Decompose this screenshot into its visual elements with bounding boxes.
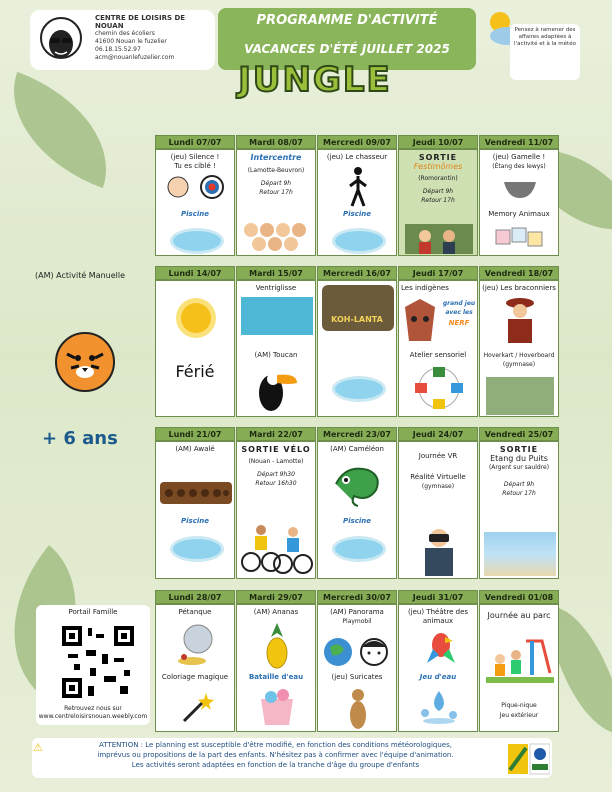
activity-title: (AM) Awalé bbox=[175, 445, 215, 453]
pineapple-icon bbox=[265, 621, 289, 669]
activity-subtitle: Playmobil bbox=[342, 618, 372, 625]
day-header: Jeudi 31/07 bbox=[398, 590, 478, 604]
hoverkart-photo bbox=[486, 377, 554, 415]
water-balloons-icon bbox=[255, 689, 299, 727]
pool-icon bbox=[170, 228, 224, 254]
activity-cell bbox=[155, 604, 235, 732]
activity-title: Journée VR bbox=[418, 452, 458, 460]
day-header: Mercredi 09/07 bbox=[317, 135, 397, 149]
activity-title: (jeu) Les braconniers bbox=[482, 284, 556, 292]
am-legend: (AM) Activité Manuelle bbox=[35, 271, 126, 280]
activity-cell bbox=[398, 604, 478, 732]
sheep-logo-icon bbox=[36, 16, 86, 64]
activity-extra: Pique-nique bbox=[501, 702, 537, 709]
activity-cell bbox=[479, 604, 559, 732]
warning-line: ATTENTION : Le planning est susceptible d'être modifié, en fonction des conditions météorologiques, bbox=[99, 741, 452, 749]
activity-cell bbox=[155, 280, 235, 417]
activity-title: (AM) Caméléon bbox=[330, 445, 384, 453]
day-header: Jeudi 17/07 bbox=[398, 266, 478, 280]
email: acm@nouanlefuzelier.com bbox=[95, 54, 175, 61]
qr-code-icon[interactable] bbox=[60, 624, 136, 700]
activity-cell bbox=[317, 280, 397, 417]
festival-photo-icon bbox=[405, 224, 473, 254]
pool-icon bbox=[170, 536, 224, 562]
website-url: www.centreloisirsnouan.weebly.com bbox=[38, 713, 148, 720]
day-header: Mardi 08/07 bbox=[236, 135, 316, 149]
activity-subtitle: Festimômes bbox=[413, 162, 463, 171]
page-subtitle: VACANCES D'ÉTÉ JUILLET 2025 bbox=[244, 42, 450, 56]
activity-extra: Coloriage magique bbox=[161, 673, 229, 681]
portal-title: Portail Famille bbox=[68, 608, 118, 616]
activity-cell bbox=[479, 280, 559, 417]
activity-cell bbox=[317, 441, 397, 579]
parrot-icon bbox=[425, 629, 457, 669]
warning-text bbox=[48, 740, 503, 770]
activity-cell bbox=[479, 441, 559, 579]
activity-cell bbox=[398, 441, 478, 579]
chameleon-icon bbox=[332, 460, 384, 510]
target-icon bbox=[164, 174, 228, 200]
nerf-label: NERF bbox=[448, 319, 470, 327]
day-header: Vendredi 11/07 bbox=[479, 135, 559, 149]
activity-extra: Jeu d'eau bbox=[419, 673, 457, 681]
warning-icon: ⚠ bbox=[33, 741, 43, 754]
slide-photo bbox=[241, 297, 313, 335]
activity-extra: Hoverkart / Hoverboard (gymnase) bbox=[483, 352, 555, 368]
activity-title: (jeu) Théâtre des bbox=[407, 608, 469, 616]
activity-cell bbox=[317, 149, 397, 256]
address-line: chemin des écoliers bbox=[95, 30, 155, 37]
activity-place: (Lamotte-Beuvron) bbox=[247, 167, 305, 174]
activity-title: Ventriglisse bbox=[255, 284, 297, 292]
activity-title: SORTIE bbox=[499, 445, 539, 454]
bowl-icon bbox=[502, 178, 538, 200]
reminder-note: Pensez à ramener des affaires adaptées à l'activité et à la météo bbox=[510, 24, 580, 80]
activity-place: (gymnase) bbox=[421, 483, 455, 490]
children-group-icon bbox=[241, 220, 313, 254]
activity-cell bbox=[398, 280, 478, 417]
water-splash-icon bbox=[417, 689, 461, 725]
activity-cell bbox=[398, 149, 478, 256]
activity-subtitle: Etang du Puits bbox=[490, 454, 548, 463]
pool-icon bbox=[332, 536, 386, 562]
activity-extra: (AM) Toucan bbox=[254, 351, 298, 359]
activity-title: (AM) Ananas bbox=[253, 608, 299, 616]
activity-title: animaux bbox=[422, 617, 454, 625]
toucan-icon bbox=[255, 363, 299, 415]
day-header: Mardi 29/07 bbox=[236, 590, 316, 604]
activity-title: (AM) Panorama bbox=[330, 608, 384, 616]
activity-title: KOH-LANTA bbox=[331, 315, 383, 324]
playground-icon bbox=[486, 633, 554, 683]
magic-wand-icon bbox=[180, 691, 214, 725]
tiger-icon bbox=[55, 332, 115, 392]
day-header: Lundi 28/07 bbox=[155, 590, 235, 604]
activity-place: (Romorantin) bbox=[418, 175, 458, 182]
beach-photo bbox=[484, 532, 556, 576]
day-header: Lundi 21/07 bbox=[155, 427, 235, 441]
petanque-ball-icon bbox=[176, 621, 216, 667]
day-header: Vendredi 18/07 bbox=[479, 266, 559, 280]
activity-title: Pétanque bbox=[178, 608, 212, 616]
tribal-mask-icon bbox=[401, 297, 439, 345]
day-header: Jeudi 10/07 bbox=[398, 135, 478, 149]
memory-cards-icon bbox=[494, 226, 544, 252]
return-time: Retour 17h bbox=[421, 197, 455, 204]
day-header: Mercredi 30/07 bbox=[317, 590, 397, 604]
activity-cell bbox=[236, 280, 316, 417]
address-line: 41600 Nouan le fuzelier bbox=[95, 38, 167, 45]
activity-extra: (jeu) Suricates bbox=[331, 673, 383, 681]
website-label: Retrouvez nous sur bbox=[64, 705, 122, 712]
age-label: + 6 ans bbox=[42, 428, 118, 449]
return-time: Retour 17h bbox=[259, 189, 293, 196]
activity-subtitle: Réalité Virtuelle bbox=[410, 473, 466, 481]
activity-extra: Jeu extérieur bbox=[499, 712, 539, 719]
activity-title: Tu es ciblé ! bbox=[174, 162, 216, 170]
kohlanta-logo bbox=[322, 285, 394, 331]
playmobil-globe-icon bbox=[322, 635, 394, 669]
warning-line: Les activités seront adaptées en fonction de la tranche d'âge du groupe d'enfants bbox=[131, 761, 420, 769]
activity-title: SORTIE VÉLO bbox=[241, 445, 311, 454]
activity-place: (Argent sur sauldre) bbox=[488, 464, 550, 471]
partner-logos-icon bbox=[508, 742, 550, 776]
day-header: Lundi 14/07 bbox=[155, 266, 235, 280]
depart-time: Départ 9h bbox=[503, 481, 535, 488]
activity-title: (jeu) Le chasseur bbox=[326, 153, 388, 161]
activity-cell bbox=[155, 149, 235, 256]
activity-title: Les indigènes bbox=[401, 284, 449, 292]
awale-board-icon bbox=[160, 482, 232, 504]
day-header: Mardi 22/07 bbox=[236, 427, 316, 441]
activity-extra: Bataille d'eau bbox=[248, 673, 304, 681]
activity-cell bbox=[479, 149, 559, 256]
day-header: Vendredi 25/07 bbox=[479, 427, 559, 441]
page-title: PROGRAMME D'ACTIVITÉ bbox=[256, 13, 438, 28]
holiday-label: Férié bbox=[175, 362, 215, 381]
activity-title: (jeu) Gamelle ! bbox=[492, 153, 546, 161]
day-header: Lundi 07/07 bbox=[155, 135, 235, 149]
activity-extra: Piscine bbox=[181, 210, 209, 218]
activity-extra: Memory Animaux bbox=[488, 210, 550, 218]
activity-cell bbox=[317, 604, 397, 732]
walking-person-icon bbox=[346, 166, 370, 208]
activity-extra: Piscine bbox=[343, 517, 371, 525]
return-time: Retour 17h bbox=[502, 490, 536, 497]
activity-cell bbox=[236, 604, 316, 732]
sun-icon bbox=[181, 303, 211, 333]
warning-line: imprévus ou propositions de la part des enfants. N'hésitez pas à confirmer avec l'équipe d'animation. bbox=[97, 751, 454, 759]
activity-place: (Étang des lewys) bbox=[492, 163, 546, 170]
phone: 06.18.15.52.97 bbox=[95, 46, 141, 53]
pool-icon bbox=[332, 376, 386, 402]
activity-title: (jeu) Silence ! bbox=[170, 153, 220, 161]
center-name: CENTRE DE LOISIRS DE NOUAN bbox=[95, 14, 186, 30]
return-time: Retour 16h30 bbox=[255, 480, 297, 487]
activity-title: Journée au parc bbox=[487, 611, 551, 620]
meerkat-icon bbox=[346, 687, 370, 731]
activity-cell bbox=[155, 441, 235, 579]
day-header: Jeudi 24/07 bbox=[398, 427, 478, 441]
activity-extra: Piscine bbox=[343, 210, 371, 218]
activity-title: SORTIE bbox=[418, 153, 458, 162]
activity-cell bbox=[236, 441, 316, 579]
activity-subtitle: grand jeu avec les bbox=[442, 300, 476, 316]
depart-time: Départ 9h bbox=[260, 180, 292, 187]
activity-extra: Atelier sensoriel bbox=[409, 351, 467, 359]
bicycles-icon bbox=[241, 518, 313, 574]
activity-place: (Nouan - Lamotte) bbox=[248, 458, 304, 465]
center-address bbox=[95, 14, 213, 62]
activity-title: Intercentre bbox=[250, 153, 302, 162]
day-header: Mercredi 23/07 bbox=[317, 427, 397, 441]
day-header: Vendredi 01/08 bbox=[479, 590, 559, 604]
activity-cell bbox=[236, 149, 316, 256]
vr-headset-icon bbox=[417, 526, 461, 576]
depart-time: Départ 9h bbox=[422, 188, 454, 195]
theme-title: JUNGLE bbox=[238, 60, 392, 100]
sensory-icon bbox=[413, 365, 465, 411]
depart-time: Départ 9h30 bbox=[257, 471, 295, 478]
pool-icon bbox=[332, 228, 386, 254]
activity-extra: Piscine bbox=[181, 517, 209, 525]
day-header: Mercredi 16/07 bbox=[317, 266, 397, 280]
day-header: Mardi 15/07 bbox=[236, 266, 316, 280]
poacher-icon bbox=[502, 295, 538, 345]
